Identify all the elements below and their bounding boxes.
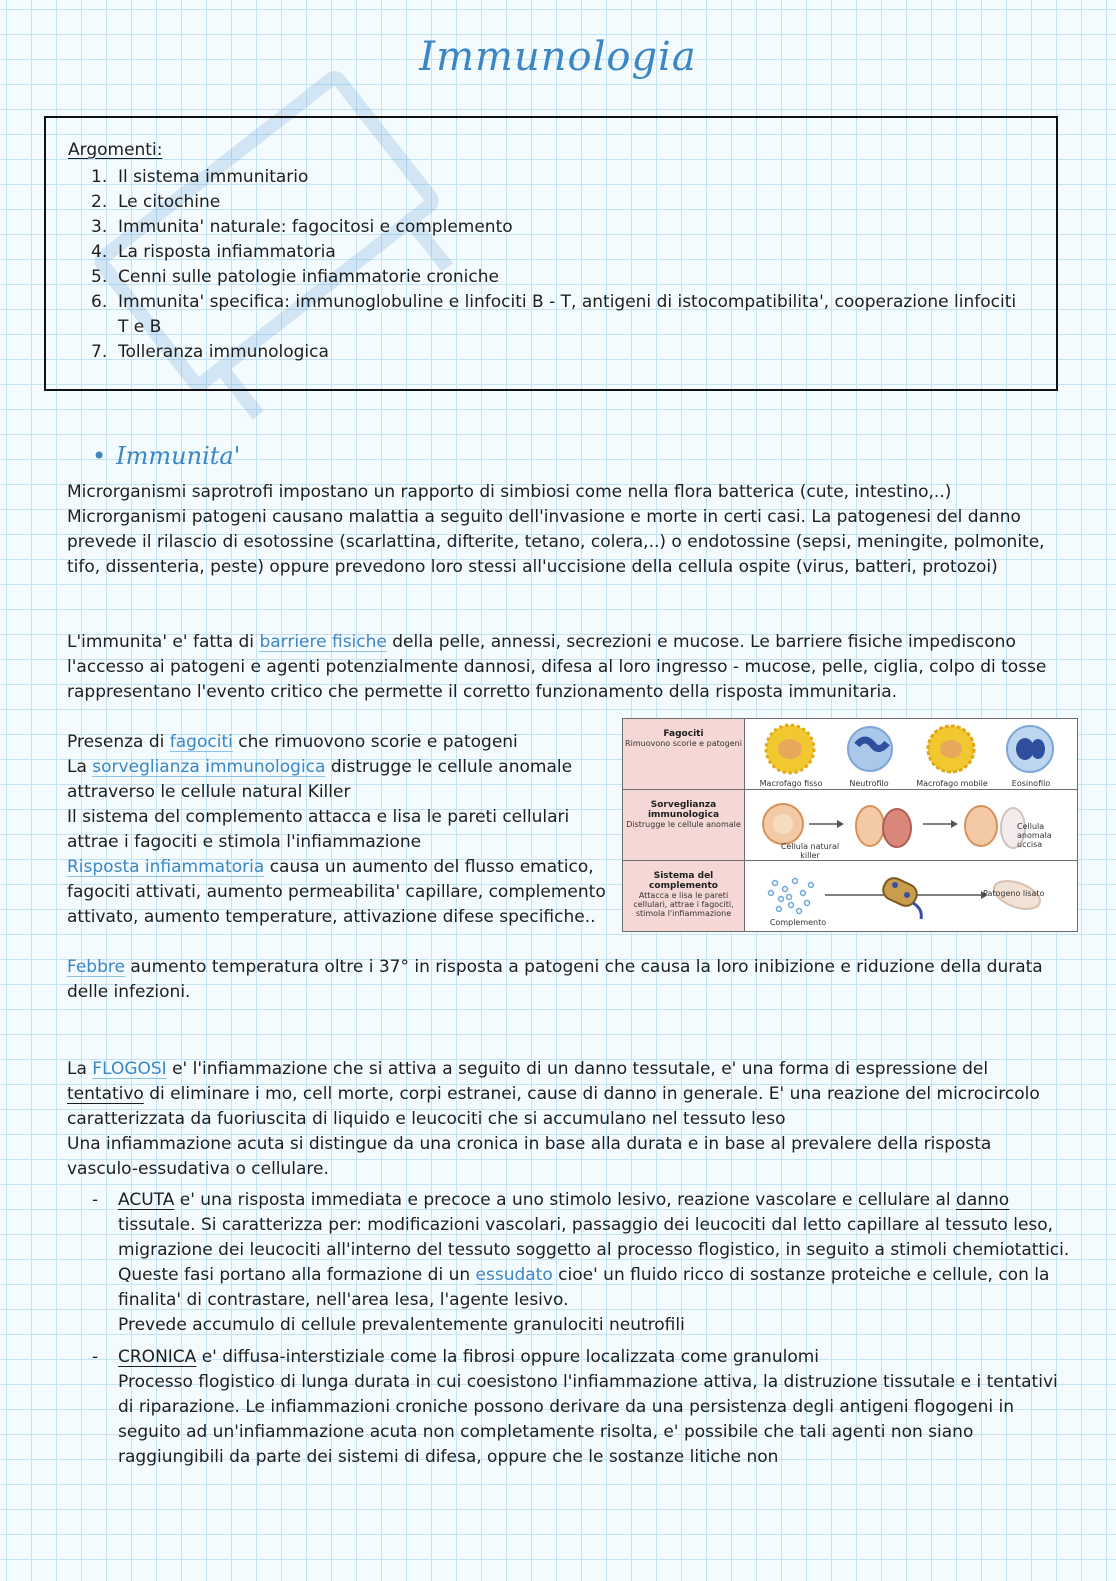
topic-item: 6. Immunita' specifica: immunoglobuline e linfociti B - T, antigeni di istocompatibilita', cooperazione linfociti T e B	[91, 292, 1017, 337]
topic-item: 1. Il sistema immunitario	[91, 167, 309, 187]
underline-danno: danno	[956, 1190, 1010, 1210]
nk-attacking-cell-icon	[856, 806, 884, 846]
page-title: Immunologia	[419, 34, 697, 80]
caption-natural-killer: Cellula natural killer	[780, 842, 840, 860]
caption-patogeno-lisato: Patogeno lisato	[983, 889, 1045, 898]
underline-tentativo: tentativo	[67, 1084, 144, 1104]
paragraph-fagociti: Presenza di fagociti che rimuovono scorie e patogeni	[67, 732, 518, 752]
paragraph-flogosi: La FLOGOSI e' l'infiammazione che si attiva a seguito di un danno tessutale, e' una forma di espressione del tentativo di eliminare i mo, cell morte, corpi estranei, cause di danno in generale. E' una reazione del microcircolo caratterizzata da fuoriuscita di liquido e leucociti che si accumulano nel tessuto leso	[67, 1059, 1040, 1129]
figure-row-fagociti: Fagociti Rimuovono scorie e patogeni Macrofago fisso Neutrofilo Macrofago mobile Eosinofilo	[623, 719, 1078, 790]
section-heading-immunita: • Immunita'	[92, 442, 241, 470]
highlight-febbre: Febbre	[67, 957, 125, 977]
topic-item: 2. Le citochine	[91, 192, 221, 212]
highlight-essudato: essudato	[475, 1265, 553, 1285]
inflammation-types-list	[92, 1188, 1072, 1477]
fixed-macrophage-nucleus-icon	[778, 739, 802, 759]
label-acuta: ACUTA	[118, 1190, 175, 1210]
highlight-risposta-infiammatoria: Risposta infiammatoria	[67, 857, 265, 877]
highlight-flogosi: FLOGOSI	[92, 1059, 167, 1079]
paragraph-risposta-infiammatoria: Risposta infiammatoria causa un aumento del flusso ematico, fagociti attivati, aumento permeabilita' capillare, complemento attivato, aumento temperature, attivazione difese specifiche..	[67, 857, 606, 927]
topics-box	[44, 116, 1058, 391]
immune-defenses-figure	[622, 718, 1078, 932]
caption-macrofago-mobile: Macrofago mobile	[916, 779, 988, 788]
paragraph-barriere: L'immunita' e' fatta di barriere fisiche della pelle, annessi, secrezioni e mucose. Le barriere fisiche impediscono l'accesso ai patogeni e agenti potenzialmente dannosi, difesa al loro ingresso - mucose, pelle, ciglia, colpo di tosse rappresentano l'evento critico che permette il corretto funzionamento della risposta immunitaria.	[67, 632, 1047, 702]
caption-eosinofilo: Eosinofilo	[1011, 779, 1051, 788]
complement-proteins-icon	[769, 879, 814, 914]
topic-item: 5. Cenni sulle patologie infiammatorie croniche	[91, 267, 499, 287]
highlight-fagociti: fagociti	[169, 732, 233, 752]
abnormal-cell-icon	[883, 809, 911, 847]
paragraph-complemento: Il sistema del complemento attacca e lisa le pareti cellulari attrae i fagociti e stimola l'infiammazione	[67, 807, 570, 852]
bullet-dot: •	[92, 442, 107, 470]
figure-row-complemento: Sistema del complemento Attacca e lisa le pareti cellulari, attrae i fagociti, stimola l'infiammazione Complemento Patogeno lisato	[623, 861, 1078, 932]
paragraph-microrganismi: Microrganismi saprotrofi impostano un rapporto di simbiosi come nella flora batterica (cute, intestino,..) Microrganismi patogeni causano malattia a seguito dell'invasione e morte in certi casi. La patogenesi del danno prevede il rilascio di esotossine (scarlattina, difterite, tetano, colera,..) o endotossine (sepsi, meningite, polmonite, tifo, dissenteria, peste) oppure prevedono loro stessi all'uccisione della cellula ospite (virus, batteri, protozoi)	[67, 482, 1045, 577]
highlight-barriere-fisiche: barriere fisiche	[259, 632, 387, 652]
caption-neutrofilo: Neutrofilo	[849, 779, 889, 788]
pathogen-attack-icon	[880, 875, 921, 919]
figure-row-sorveglianza: Sorveglianza immunologica Distrugge le cellule anomale Cellula natural killer Cellula anomala uccisa	[623, 790, 1078, 861]
topic-item: 4. La risposta infiammatoria	[91, 242, 336, 262]
paragraph-febbre: Febbre aumento temperatura oltre i 37° in risposta a patogeni che causa la loro inibizione e riduzione della durata delle infezioni.	[67, 957, 1043, 1002]
topics-label: Argomenti:	[68, 140, 163, 160]
label-cronica: CRONICA	[118, 1347, 197, 1367]
caption-complemento: Complemento	[769, 918, 827, 927]
topic-item: 3. Immunita' naturale: fagocitosi e complemento	[91, 217, 513, 237]
caption-cellula-anomala: Cellula anomala uccisa	[1017, 822, 1052, 849]
list-item-cronica: - CRONICA e' diffusa-interstiziale come la fibrosi oppure localizzata come granulomi Processo flogistico di lunga durata in cui coesistono l'infiammazione attiva, la distruzione tissutale e i tentativi di riparazione. Le infiammazioni croniche possono derivare da una persistenza degli antigeni flogogeni in seguito ad un'infiammazione acuta non completamente risolta, e' possibile che tali agenti non siano raggiungibili da parte dei sistemi di difesa, oppure che le sostanze litiche non	[92, 1347, 1058, 1467]
mobile-macrophage-nucleus-icon	[940, 740, 962, 758]
topics-list	[91, 165, 1021, 365]
topic-item: 7. Tolleranza immunologica	[91, 342, 329, 362]
highlight-sorveglianza: sorveglianza immunologica	[92, 757, 326, 777]
caption-macrofago-fisso: Macrofago fisso	[759, 779, 823, 788]
paragraph-acuta-cronica: Una infiammazione acuta si distingue da una cronica in base alla durata e in base al prevalere della risposta vasculo-essudativa o cellulare.	[67, 1134, 992, 1179]
paragraph-sorveglianza: La sorveglianza immunologica distrugge le cellule anomale attraverso le cellule natural Killer	[67, 757, 573, 802]
list-item-acuta: - ACUTA e' una risposta immediata e precoce a uno stimolo lesivo, reazione vascolare e cellulare al danno tissutale. Si caratterizza per: modificazioni vascolari, passaggio dei leucociti dal letto capillare al tessuto leso, migrazione dei leucociti all'interno del tessuto soggetto al processo flogistico, in seguito a stimoli chemiotattici. Queste fasi portano alla formazione di un essudato cioe' un fluido ricco di sostanze proteiche e cellule, con la finalita' di contrastare, nell'area lesa, l'agente lesivo. Prevede accumulo di cellule prevalentemente granulociti neutrofili	[92, 1190, 1070, 1335]
